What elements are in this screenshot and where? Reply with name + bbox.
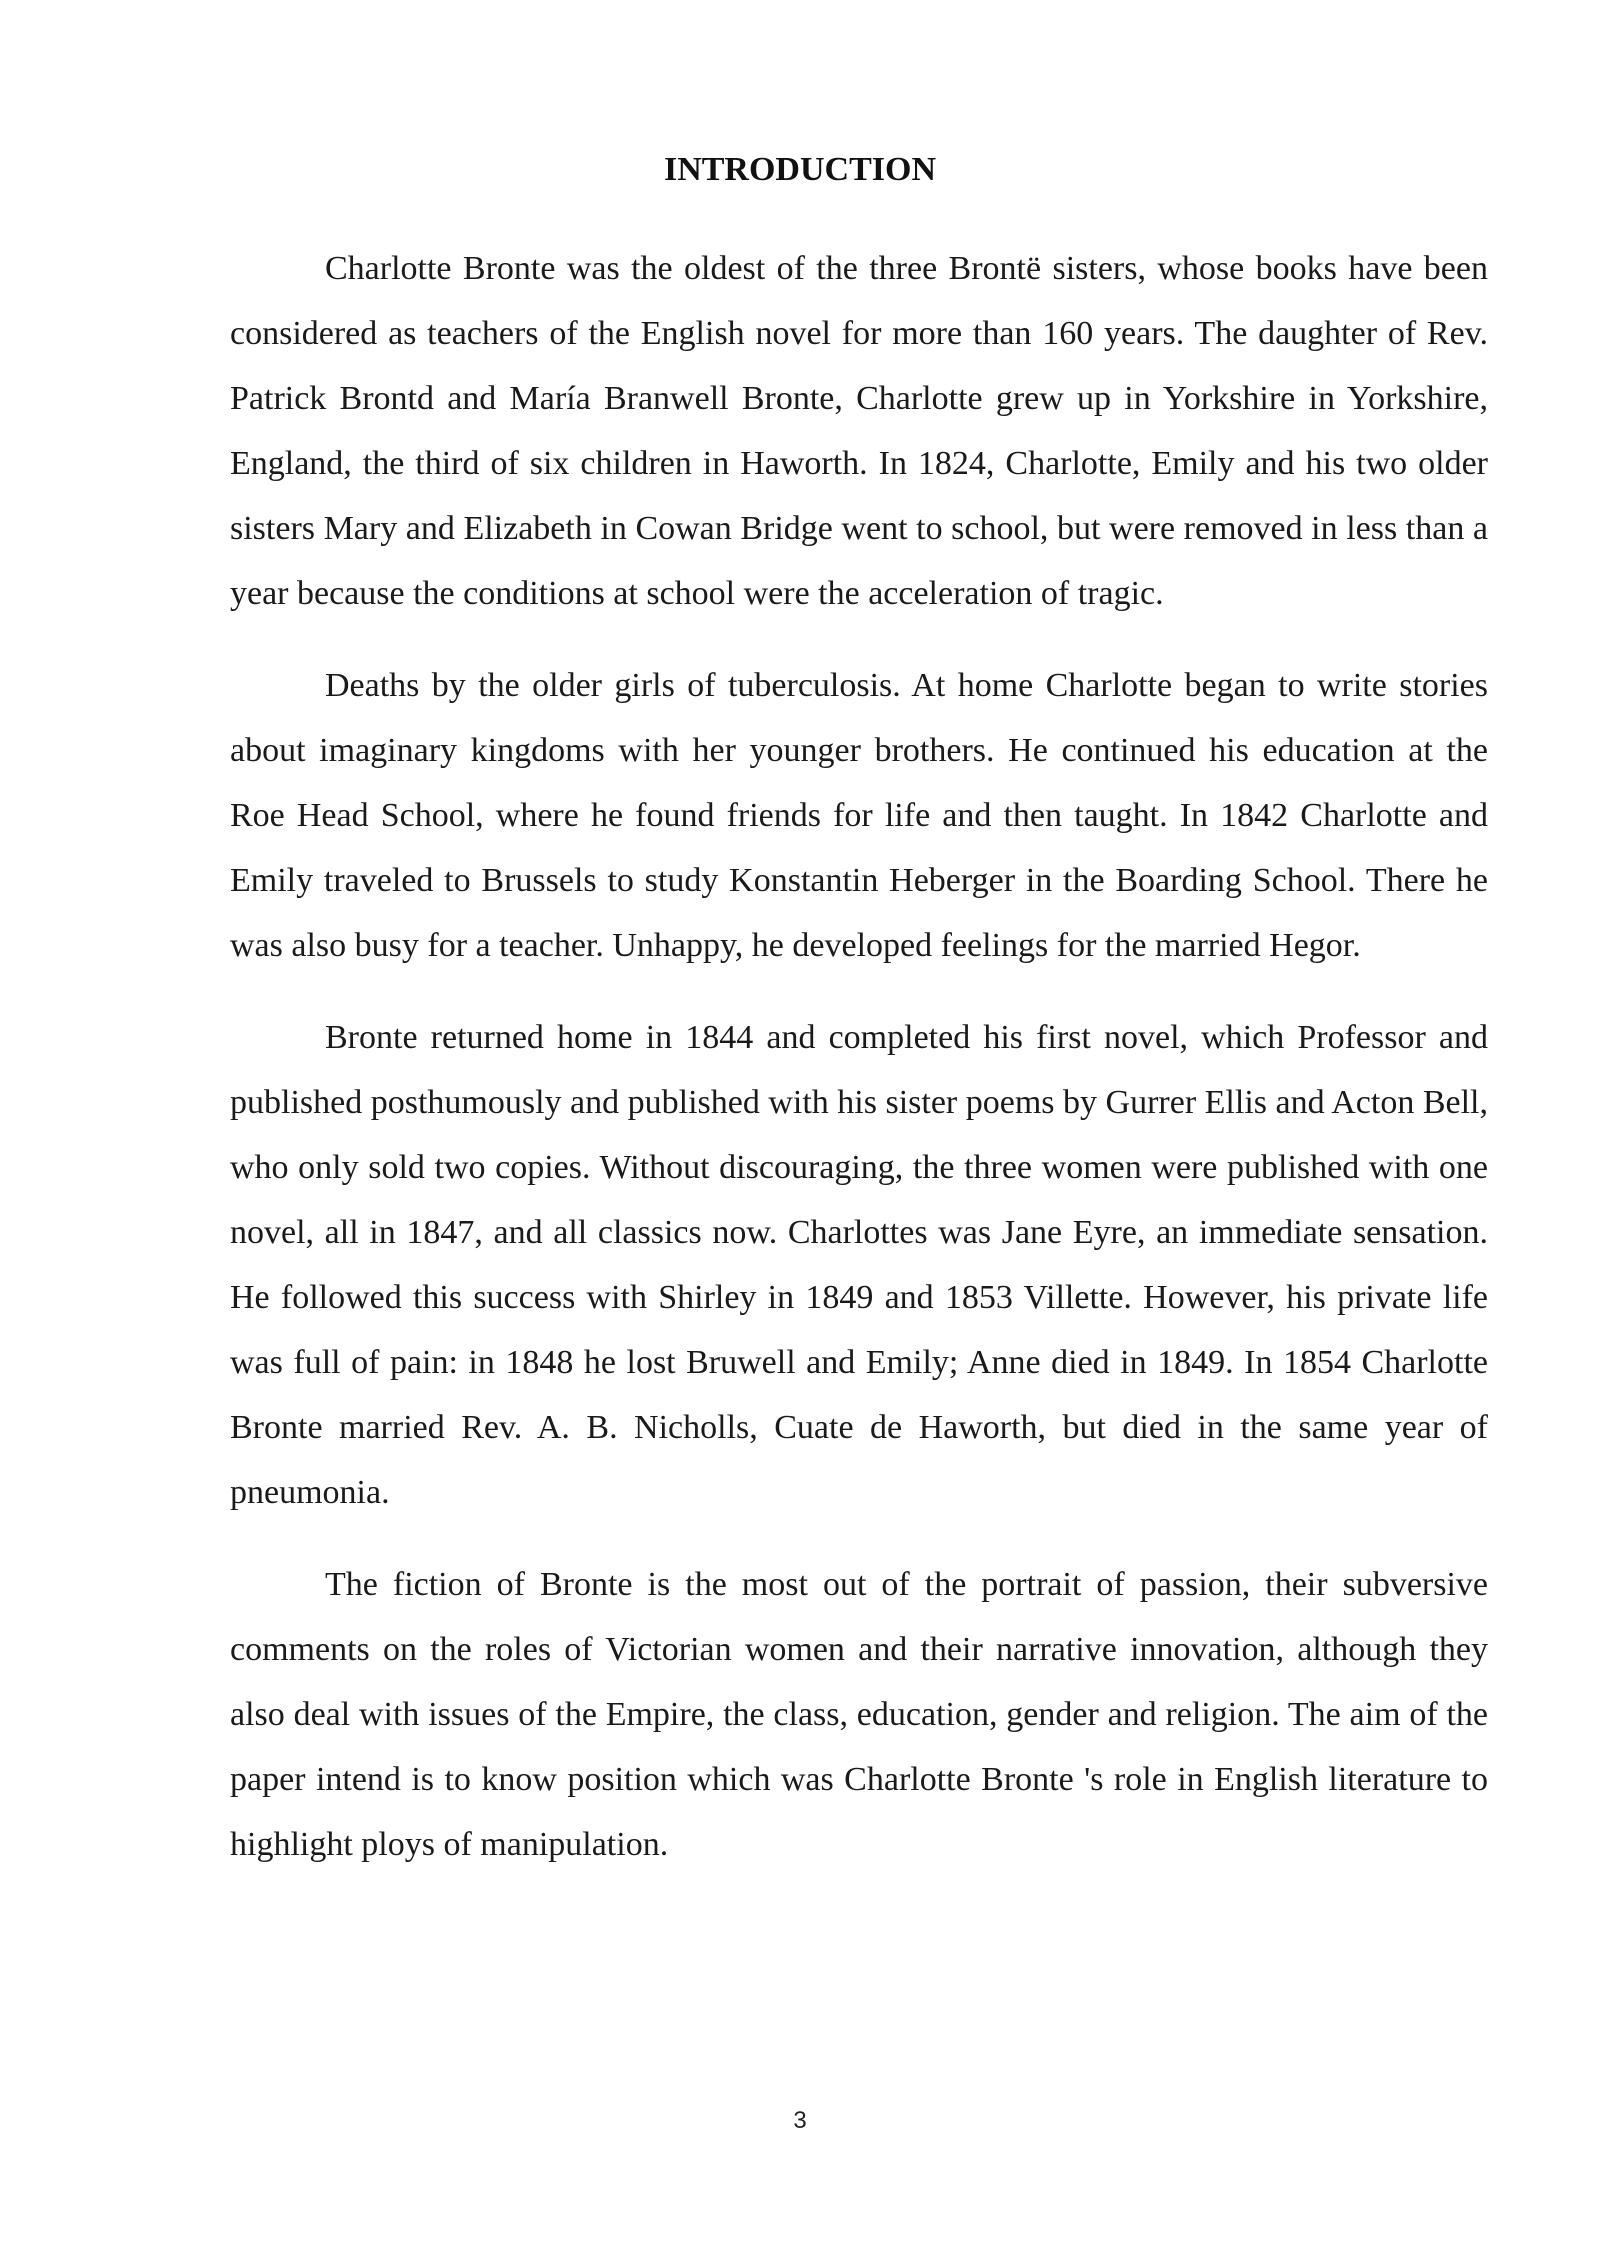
page-number: 3 (793, 2107, 807, 2134)
paragraph-2: Deaths by the older girls of tuberculosis. At home Charlotte began to write stories about imaginary kingdoms with her younger brothers. He continued his education at the Roe Head School, where he found friends for life and then taught. In 1842 Charlotte and Emily traveled to Brussels to study Konstantin Heberger in the Boarding School. There he was also busy for a teacher. Unhappy, he developed feelings for the married Hegor. (230, 667, 1488, 964)
paragraph-4: The fiction of Bronte is the most out of the portrait of passion, their subversive comments on the roles of Victorian women and their narrative innovation, although they also deal with issues of the Empire, the class, education, gender and religion. The aim of the paper intend is to know position which was Charlotte Bronte 's role in English literature to highlight ploys of manipulation. (230, 1566, 1488, 1863)
body-text (230, 236, 1488, 1904)
paragraph-1: Charlotte Bronte was the oldest of the three Brontë sisters, whose books have been considered as teachers of the English novel for more than 160 years. The daughter of Rev. Patrick Brontd and María Branwell Bronte, Charlotte grew up in Yorkshire in Yorkshire, England, the third of six children in Haworth. In 1824, Charlotte, Emily and his two older sisters Mary and Elizabeth in Cowan Bridge went to school, but were removed in less than a year because the conditions at school were the acceleration of tragic. (230, 250, 1488, 612)
section-heading: INTRODUCTION (663, 151, 937, 188)
paragraph-3: Bronte returned home in 1844 and completed his first novel, which Professor and published posthumously and published with his sister poems by Gurrer Ellis and Acton Bell, who only sold two copies. Without discouraging, the three women were published with one novel, all in 1847, and all classics now. Charlottes was Jane Eyre, an immediate sensation. He followed this success with Shirley in 1849 and 1853 Villette. However, his private life was full of pain: in 1848 he lost Bruwell and Emily; Anne died in 1849. In 1854 Charlotte Bronte married Rev. A. B. Nicholls, Cuate de Haworth, but died in the same year of pneumonia. (230, 1019, 1488, 1511)
